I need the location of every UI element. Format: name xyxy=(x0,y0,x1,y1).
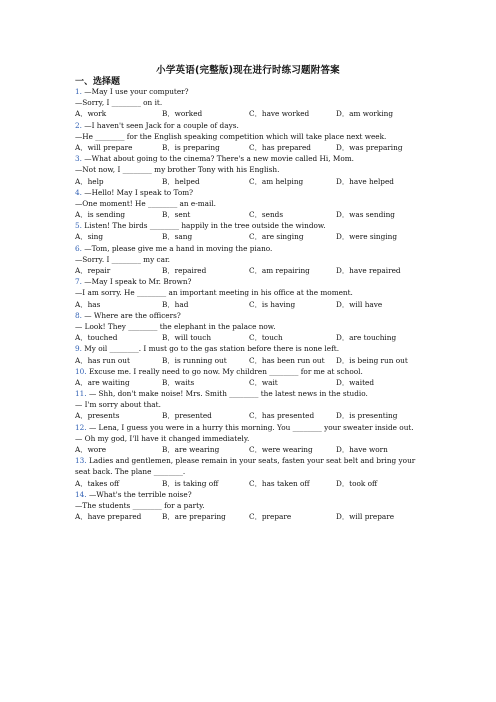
question-item xyxy=(75,243,423,277)
answer-option: C．wait xyxy=(249,377,278,387)
answer-option: C．have worked xyxy=(249,109,310,119)
question-item xyxy=(75,489,423,523)
answer-option: A．wore xyxy=(75,445,107,454)
answer-option: A．help xyxy=(75,176,104,186)
answer-option: D．was sending xyxy=(336,210,395,220)
question-line xyxy=(75,198,423,209)
question-stem xyxy=(75,455,423,477)
question-number: 4. xyxy=(75,187,82,197)
question-line xyxy=(75,287,423,298)
question-text: Excuse me. I really need to go now. My children ________ for me at school. xyxy=(88,366,363,376)
question-number: 1. xyxy=(75,87,82,96)
answer-options xyxy=(75,231,423,242)
question-text: — Oh my god, I'll have it changed immediately. xyxy=(75,433,250,443)
answer-option: D．will have xyxy=(336,299,383,309)
question-stem xyxy=(75,220,423,231)
answer-option: B．helped xyxy=(162,176,200,186)
question-text: —May I use your computer? xyxy=(84,87,189,96)
question-number: 8. xyxy=(75,310,82,320)
answer-option: C．is having xyxy=(249,299,296,309)
answer-option: C．sends xyxy=(249,210,284,220)
answer-option: C．prepare xyxy=(249,512,292,522)
answer-option: D．took off xyxy=(336,478,378,488)
question-stem xyxy=(75,343,423,354)
question-number: 11. xyxy=(75,389,87,399)
question-line xyxy=(75,254,423,265)
question-number: 5. xyxy=(75,221,82,231)
question-stem xyxy=(75,310,423,321)
answer-option: B．are wearing xyxy=(162,445,220,454)
question-line xyxy=(75,164,423,175)
question-number: 12. xyxy=(75,422,87,432)
answer-option: C．has presented xyxy=(249,411,315,421)
question-item xyxy=(75,422,423,456)
answer-option: D．are touching xyxy=(336,333,397,343)
question-item xyxy=(75,310,423,344)
answer-option: A．repair xyxy=(75,266,111,275)
question-text: —What's the terrible noise? xyxy=(88,489,192,499)
answer-option: C．has taken off xyxy=(249,478,310,488)
answer-option: A．sing xyxy=(75,232,104,242)
answer-option: D．have worn xyxy=(336,445,388,454)
answer-option: B．is taking off xyxy=(162,478,219,488)
question-item xyxy=(75,366,423,388)
question-number: 7. xyxy=(75,277,82,287)
answer-option: A．will prepare xyxy=(75,142,133,152)
answer-options xyxy=(75,332,423,343)
answer-option: A．takes off xyxy=(75,478,120,488)
answer-options xyxy=(75,511,423,522)
answer-options xyxy=(75,265,423,276)
answer-option: D．waited xyxy=(336,377,374,387)
answer-option: B．worked xyxy=(162,109,203,119)
question-line xyxy=(75,97,423,108)
question-stem xyxy=(75,388,423,399)
question-stem xyxy=(75,422,423,433)
answer-option: D．is being run out xyxy=(336,355,408,365)
answer-option: B．waits xyxy=(162,377,195,387)
question-stem xyxy=(75,366,423,377)
answer-option: A．has run out xyxy=(75,355,130,365)
question-item xyxy=(75,220,423,242)
question-number: 10. xyxy=(75,366,87,376)
question-item xyxy=(75,455,423,489)
answer-option: A．work xyxy=(75,109,107,119)
answer-option: B．will touch xyxy=(162,333,212,343)
question-number: 9. xyxy=(75,344,82,354)
answer-option: B．repaired xyxy=(162,266,207,275)
answer-option: B．sent xyxy=(162,210,191,220)
answer-option: D．will prepare xyxy=(336,512,395,522)
answer-option: D．were singing xyxy=(336,232,397,242)
answer-option: B．sang xyxy=(162,232,193,242)
question-line xyxy=(75,433,423,444)
question-item xyxy=(75,276,423,310)
question-text: Ladies and gentlemen, please remain in your seats, fasten your seat belt and bring your seat back. The plane ________. xyxy=(75,456,416,477)
question-text: — Lena, I guess you were in a hurry this morning. You ________ your sweater inside out. xyxy=(88,422,414,432)
question-text: Listen! The birds ________ happily in the tree outside the window. xyxy=(84,221,326,231)
question-line xyxy=(75,131,423,142)
answer-option: A．are waiting xyxy=(75,377,130,387)
question-stem xyxy=(75,86,423,97)
question-text: —Not now, I ________ my brother Tony with his English. xyxy=(75,165,280,175)
answer-option: C．touch xyxy=(249,333,283,343)
answer-options xyxy=(75,377,423,388)
answer-options xyxy=(75,108,423,119)
question-text: — Look! They ________ the elephant in the palace now. xyxy=(75,321,276,331)
question-text: — Shh, don't make noise! Mrs. Smith ________ the latest news in the studio. xyxy=(88,389,368,399)
answer-option: C．are singing xyxy=(249,232,304,242)
answer-options xyxy=(75,355,423,366)
answer-options xyxy=(75,410,423,421)
question-item xyxy=(75,120,423,154)
question-number: 3. xyxy=(75,154,82,164)
question-text: —May I speak to Mr. Brown? xyxy=(84,277,192,287)
question-text: —Sorry, I ________ on it. xyxy=(75,98,163,108)
answer-option: C．am helping xyxy=(249,176,304,186)
document-title: 小学英语(完整版)现在进行时练习题附答案 xyxy=(156,65,340,76)
question-item xyxy=(75,343,423,365)
answer-option: B．are preparing xyxy=(162,512,226,522)
answer-option: D．have repaired xyxy=(336,266,401,275)
question-stem xyxy=(75,276,423,287)
question-stem xyxy=(75,243,423,254)
answer-option: A．have prepared xyxy=(75,512,142,522)
answer-option: B．had xyxy=(162,299,189,309)
question-line xyxy=(75,399,423,410)
answer-option: D．is presenting xyxy=(336,411,398,421)
question-text: —I am sorry. He ________ an important meeting in his office at the moment. xyxy=(75,288,353,298)
question-text: —Tom, please give me a hand in moving the piano. xyxy=(84,243,273,253)
answer-options xyxy=(75,209,423,220)
question-text: —Hello! May I speak to Tom? xyxy=(84,187,194,197)
answer-option: C．has prepared xyxy=(249,142,311,152)
question-item xyxy=(75,187,423,221)
answer-option: C．has been run out xyxy=(249,355,325,365)
question-number: 6. xyxy=(75,243,82,253)
question-stem xyxy=(75,153,423,164)
answer-option: D．have helped xyxy=(336,176,394,186)
answer-option: C．were wearing xyxy=(249,445,313,454)
answer-option: A．has xyxy=(75,299,101,309)
question-line xyxy=(75,500,423,511)
section-heading: 一、选择题 xyxy=(75,77,121,87)
question-list xyxy=(75,86,423,522)
answer-option: A．is sending xyxy=(75,210,126,220)
question-text: —The students ________ for a party. xyxy=(75,500,205,510)
question-text: —Sorry. I ________ my car. xyxy=(75,254,170,264)
answer-option: A．touched xyxy=(75,333,118,343)
question-stem xyxy=(75,489,423,500)
question-stem xyxy=(75,120,423,131)
answer-option: A．presents xyxy=(75,411,120,421)
answer-option: B．presented xyxy=(162,411,212,421)
question-item xyxy=(75,86,423,120)
question-text: — I'm sorry about that. xyxy=(75,400,161,410)
answer-option: D．was preparing xyxy=(336,142,403,152)
question-line xyxy=(75,321,423,332)
answer-option: B．is running out xyxy=(162,355,227,365)
answer-option: D．am working xyxy=(336,109,393,119)
answer-options xyxy=(75,142,423,153)
question-text: —He ________ for the English speaking competition which will take place next week. xyxy=(75,131,387,141)
question-text: My oil ________. I must go to the gas station before there is none left. xyxy=(84,344,340,354)
answer-option: C．am repairing xyxy=(249,266,310,275)
question-number: 13. xyxy=(75,456,87,466)
question-stem xyxy=(75,187,423,198)
answer-options xyxy=(75,478,423,489)
question-text: —One moment! He ________ an e-mail. xyxy=(75,198,216,208)
question-number: 14. xyxy=(75,489,87,499)
answer-option: B．is preparing xyxy=(162,142,220,152)
question-number: 2. xyxy=(75,120,82,130)
question-item xyxy=(75,153,423,187)
question-item xyxy=(75,388,423,422)
question-text: —What about going to the cinema? There's a new movie called Hi, Mom. xyxy=(84,154,354,164)
answer-options xyxy=(75,444,423,455)
answer-options xyxy=(75,299,423,310)
answer-options xyxy=(75,176,423,187)
question-text: —I haven't seen Jack for a couple of days. xyxy=(84,120,239,130)
question-text: — Where are the officers? xyxy=(84,310,181,320)
